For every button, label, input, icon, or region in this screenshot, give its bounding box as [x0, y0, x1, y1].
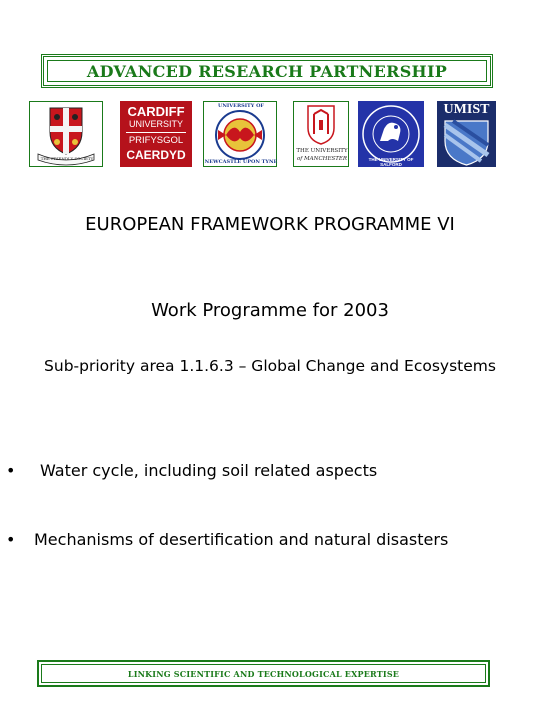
bullet-symbol: •: [6, 530, 16, 549]
bullet-item-2: [6, 530, 448, 549]
bristol-caption: THE FRIENDLY SOCIETY: [40, 156, 94, 161]
umist-shield-icon: [437, 119, 496, 167]
cardiff-line2: UNIVERSITY: [128, 119, 183, 129]
newcastle-top-text: UNIVERSITY OF: [217, 103, 264, 109]
cardiff-divider: [126, 132, 186, 133]
salford-logo: [358, 101, 424, 167]
programme-title: EUROPEAN FRAMEWORK PROGRAMME VI: [85, 214, 455, 235]
footer-banner: [37, 660, 490, 687]
sub-priority-heading: Sub-priority area 1.1.6.3 – Global Change and Ecosystems: [44, 357, 496, 375]
bullet-item-1: [6, 461, 377, 480]
bullet-text: Water cycle, including soil related aspects: [40, 461, 378, 480]
manchester-logo: [293, 101, 349, 167]
newcastle-bottom-text: NEWCASTLE UPON TYNE: [204, 159, 278, 165]
bullet-text: Mechanisms of desertification and natural disasters: [34, 530, 449, 549]
newcastle-seal-icon: [204, 102, 276, 166]
work-programme-heading: Work Programme for 2003: [151, 300, 389, 321]
umist-logo: [437, 101, 496, 167]
manchester-line1: THE UNIVERSITY: [296, 148, 348, 154]
manchester-line2: of MANCHESTER: [296, 156, 348, 162]
footer-tagline: LINKING SCIENTIFIC AND TECHNOLOGICAL EXPERTISE: [127, 668, 400, 679]
cardiff-line1: CARDIFF: [127, 104, 185, 119]
newcastle-logo: [203, 101, 277, 167]
manchester-crest-icon: [294, 102, 348, 146]
cardiff-line4: CAERDYD: [126, 148, 186, 162]
bullet-symbol: •: [6, 461, 16, 480]
bristol-logo: [29, 101, 103, 167]
cardiff-line3: PRIFYSGOL: [128, 135, 184, 146]
cardiff-logo: [120, 101, 192, 167]
partnership-banner: [41, 54, 493, 88]
banner-title: ADVANCED RESEARCH PARTNERSHIP: [86, 61, 448, 81]
salford-text: THE UNIVERSITY OF SALFORD: [368, 157, 414, 167]
umist-text: UMIST: [443, 102, 490, 117]
